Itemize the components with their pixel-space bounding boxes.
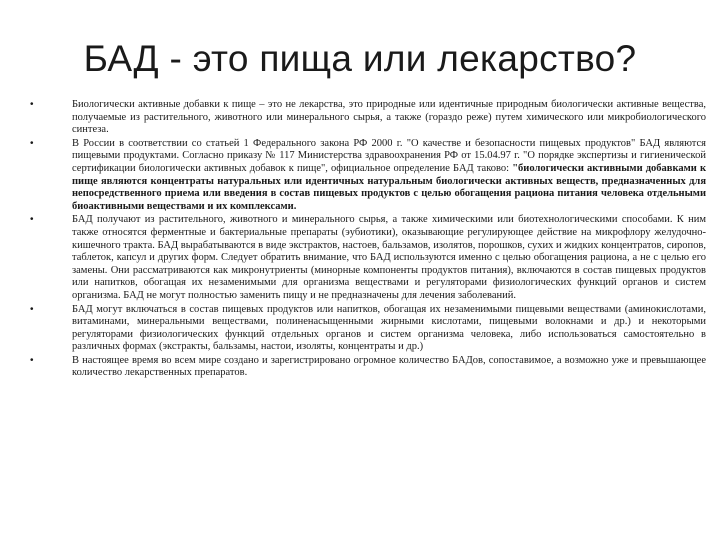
bullet-icon: • — [30, 303, 34, 315]
item-text: В настоящее время во всем мире создано и зарегистрировано огромное количество БАДов, сопоставимое, а возможно уже и превышающее количество лекарственных препаратов. — [72, 354, 706, 379]
list-item — [30, 214, 706, 302]
item-text: Биологически активные добавки к пище – это не лекарства, это природные или идентичные природным биологически активные вещества, получаемые из растительного, животного или минерального сырья, а также (гораздо реже) путем химического или микробиологического синтеза. — [72, 99, 706, 136]
item-text: В России в соответствии со статьей 1 Федерального закона РФ 2000 г. "О качестве и безопасности пищевых продуктов" БАД являются пищевыми продуктами. Согласно приказу № 117 Министерства здравоохранения РФ от 15.04.97 г. "О порядке экспертизы и гигиенической сертификации биологически активных добавок к пище", официальное определение БАД таково: — [72, 137, 706, 174]
list-item — [30, 138, 706, 214]
list-item — [30, 304, 706, 354]
item-definition-bold: "биологически активными добавками к пище являются концентраты натуральных или идентичных натуральным биологически активных веществ, предназначенных для непосредственного приема или введения в состав пищевых продуктов с целью обогащения рациона питания человека отдельными биоактивными веществами и их комплексами. — [72, 162, 706, 212]
bullet-icon: • — [30, 99, 34, 110]
slide-title: БАД - это пища или лекарство? — [83, 38, 637, 79]
bullet-list — [30, 99, 706, 380]
bullet-icon: • — [30, 354, 34, 366]
item-text: БАД могут включаться в состав пищевых продуктов или напитков, обогащая их незаменимыми пищевыми веществами (аминокислотами, витаминами, минеральными веществами, полиненасыщенными жирными кислотами, пищевыми волокнами и др.) и некоторыми регуляторами физиологических функций отдельных органов и систем организма человека, либо использоваться самостоятельно в различных формах (экстракты, бальзамы, настои, изоляты, концентраты и др.) — [72, 303, 706, 353]
bullet-icon: • — [30, 214, 34, 226]
list-item — [30, 355, 706, 380]
list-item — [30, 99, 706, 137]
item-text: БАД получают из растительного, животного и минерального сырья, а также химическими или биотехнологическими способами. К ним также относятся ферментные и бактериальные препараты (эубиотики), оказывающие регулирующее действие на микрофлору желудочно-кишечного тракта. БАД вырабатываются в виде экстрактов, настоев, бальзамов, изолятов, порошков, сухих и жидких концентратов, сиропов, таблеток, капсул и других форм. Следует обратить внимание, что БАД используются именно с целью обогащения рациона, а не с целью его замены. Они рассматриваются как микронутриенты (минорные компоненты продуктов питания), включаются в состав пищевых продуктов или напитков, обогащая их незаменимыми для организма веществами и регуляторами физиологических функций органов и систем организма. БАД не могут полностью заменить пищу и не предназначены для лечения заболеваний. — [72, 214, 706, 301]
bullet-icon: • — [30, 137, 34, 149]
